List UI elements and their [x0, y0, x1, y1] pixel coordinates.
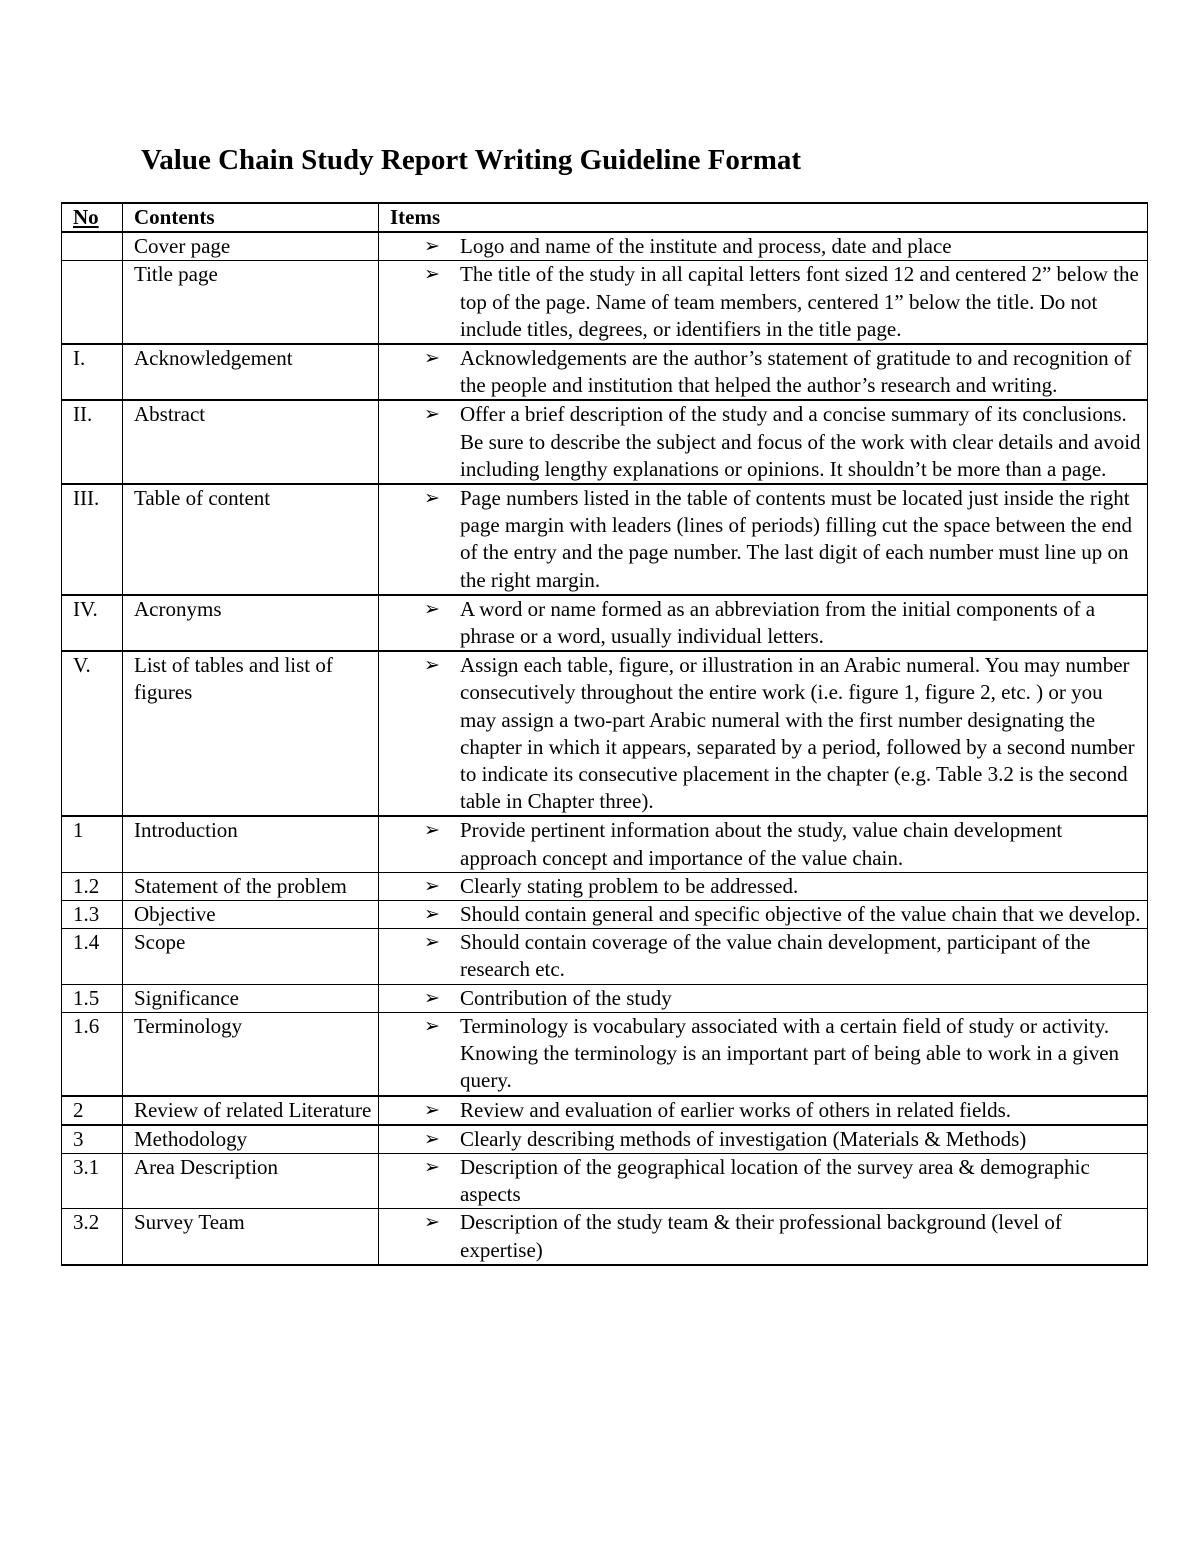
- arrow-bullet-icon: ➢: [424, 1128, 440, 1150]
- table-row: [62, 595, 1148, 651]
- item-bullet-point: [390, 929, 1143, 983]
- item-bullet-point: [390, 261, 1143, 343]
- item-bullet-point: [390, 901, 1143, 928]
- row-items: [379, 651, 1148, 816]
- item-bullet-point: [390, 596, 1143, 650]
- table-row: [62, 872, 1148, 900]
- row-items: [379, 344, 1148, 400]
- arrow-bullet-icon: ➢: [424, 488, 440, 510]
- row-contents: Abstract: [123, 400, 379, 484]
- item-bullet-point: [390, 873, 1143, 900]
- row-number: [62, 232, 123, 261]
- arrow-bullet-icon: ➢: [424, 932, 440, 954]
- item-text: Description of the geographical location of the survey area & demographic aspects: [460, 1154, 1090, 1207]
- row-items: [379, 872, 1148, 900]
- arrow-bullet-icon: ➢: [424, 1015, 440, 1037]
- row-contents: Table of content: [123, 484, 379, 595]
- arrow-bullet-icon: ➢: [424, 1099, 440, 1121]
- arrow-bullet-icon: ➢: [424, 1156, 440, 1178]
- row-items: [379, 400, 1148, 484]
- item-text: Offer a brief description of the study and a concise summary of its conclusions. Be sure to describe the subject and focus of the work with clear details and avoid including lengthy explanations or opinions. It shouldn’t be more than a page.: [460, 402, 1141, 481]
- item-bullet-point: [390, 1097, 1143, 1124]
- table-row: [62, 400, 1148, 484]
- table-header-row: [62, 203, 1148, 232]
- row-number: II.: [62, 400, 123, 484]
- arrow-bullet-icon: ➢: [424, 875, 440, 897]
- row-contents: Review of related Literature: [123, 1096, 379, 1125]
- arrow-bullet-icon: ➢: [424, 655, 440, 677]
- row-number: 3: [62, 1125, 123, 1154]
- item-bullet-point: [390, 485, 1143, 594]
- row-items: [379, 1012, 1148, 1095]
- header-no: [62, 203, 123, 232]
- arrow-bullet-icon: ➢: [424, 1212, 440, 1234]
- table-row: [62, 484, 1148, 595]
- arrow-bullet-icon: ➢: [424, 236, 440, 258]
- row-contents: Cover page: [123, 232, 379, 261]
- item-text: Should contain coverage of the value chain development, participant of the research etc.: [460, 930, 1091, 982]
- row-items: [379, 595, 1148, 651]
- item-text: Clearly describing methods of investigation (Materials & Methods): [460, 1126, 1027, 1151]
- item-text: The title of the study in all capital letters font sized 12 and centered 2” below the top of the page. Name of team members, centered 1” below the title. Do not include titles, degrees, or identifiers in the title page.: [460, 262, 1139, 341]
- row-number: 1.4: [62, 929, 123, 984]
- row-number: V.: [62, 651, 123, 816]
- row-number: 3.1: [62, 1153, 123, 1208]
- item-text: Clearly stating problem to be addressed.: [460, 873, 799, 898]
- row-contents: Acknowledgement: [123, 344, 379, 400]
- row-contents: Statement of the problem: [123, 872, 379, 900]
- item-text: Provide pertinent information about the study, value chain development approach concept and importance of the value chain.: [460, 818, 1063, 870]
- table-row: [62, 1012, 1148, 1095]
- table-row: [62, 1209, 1148, 1265]
- row-items: [379, 1096, 1148, 1125]
- row-items: [379, 816, 1148, 872]
- row-number: I.: [62, 344, 123, 400]
- item-text: Acknowledgements are the author’s statement of gratitude to and recognition of the people and institution that helped the author’s research and writing.: [460, 346, 1132, 398]
- arrow-bullet-icon: ➢: [424, 987, 440, 1009]
- arrow-bullet-icon: ➢: [424, 348, 440, 370]
- row-items: [379, 261, 1148, 344]
- row-contents: Objective: [123, 901, 379, 929]
- item-text: A word or name formed as an abbreviation from the initial components of a phrase or a word, usually individual letters.: [460, 596, 1096, 649]
- item-text: Page numbers listed in the table of contents must be located just inside the right page margin with leaders (lines of periods) filling cut the space between the end of the entry and the page number. The last digit of each number must line up on the right margin.: [460, 486, 1132, 592]
- item-bullet-point: [390, 401, 1143, 483]
- item-bullet-point: [390, 652, 1143, 815]
- table-row: [62, 1125, 1148, 1154]
- table-row: [62, 901, 1148, 929]
- row-items: [379, 1209, 1148, 1265]
- item-text: Logo and name of the institute and process, date and place: [460, 234, 952, 259]
- table-row: [62, 1096, 1148, 1125]
- item-text: Contribution of the study: [460, 985, 672, 1010]
- item-text: Description of the study team & their professional background (level of expertise): [460, 1210, 1062, 1262]
- table-row: [62, 816, 1148, 872]
- item-text: Review and evaluation of earlier works of others in related fields.: [460, 1097, 1012, 1122]
- item-text: Should contain general and specific objective of the value chain that we develop.: [460, 902, 1141, 927]
- header-contents: Contents: [123, 203, 379, 232]
- row-contents: List of tables and list of figures: [123, 651, 379, 816]
- guideline-table: [61, 202, 1148, 1266]
- row-number: 3.2: [62, 1209, 123, 1265]
- row-items: [379, 984, 1148, 1012]
- item-bullet-point: [390, 1154, 1143, 1208]
- row-contents: Survey Team: [123, 1209, 379, 1265]
- arrow-bullet-icon: ➢: [424, 598, 440, 620]
- header-items: Items: [379, 203, 1148, 232]
- arrow-bullet-icon: ➢: [424, 904, 440, 926]
- item-bullet-point: [390, 345, 1143, 399]
- item-text: Assign each table, figure, or illustration in an Arabic numeral. You may number consecutively throughout the entire work (i.e. figure 1, figure 2, etc. ) or you may assign a two-part Arabic numeral with the first number designating the chapter in which it appears, separated by a period, followed by a second number to indicate its consecutive placement in the chapter (e.g. Table 3.2 is the second table in Chapter three).: [460, 653, 1135, 814]
- row-contents: Scope: [123, 929, 379, 984]
- document-title: Value Chain Study Report Writing Guideline Format: [141, 144, 802, 176]
- row-contents: Title page: [123, 261, 379, 344]
- row-contents: Introduction: [123, 816, 379, 872]
- row-items: [379, 1125, 1148, 1154]
- table-row: [62, 929, 1148, 984]
- row-contents: Methodology: [123, 1125, 379, 1154]
- table-row: [62, 651, 1148, 816]
- row-items: [379, 484, 1148, 595]
- item-text: Terminology is vocabulary associated with a certain field of study or activity. Knowing the terminology is an important part of being able to work in a given query.: [460, 1013, 1120, 1093]
- row-items: [379, 901, 1148, 929]
- row-number: 1.6: [62, 1012, 123, 1095]
- table-row: [62, 984, 1148, 1012]
- row-number: 2: [62, 1096, 123, 1125]
- row-contents: Acronyms: [123, 595, 379, 651]
- item-bullet-point: [390, 817, 1143, 871]
- row-number: IV.: [62, 595, 123, 651]
- row-number: 1.2: [62, 872, 123, 900]
- row-number: 1: [62, 816, 123, 872]
- row-number: [62, 261, 123, 344]
- row-number: III.: [62, 484, 123, 595]
- row-items: [379, 929, 1148, 984]
- table-row: [62, 232, 1148, 261]
- arrow-bullet-icon: ➢: [424, 820, 440, 842]
- item-bullet-point: [390, 233, 1143, 260]
- header-no-label: No: [73, 205, 99, 229]
- row-number: 1.3: [62, 901, 123, 929]
- row-contents: Area Description: [123, 1153, 379, 1208]
- arrow-bullet-icon: ➢: [424, 404, 440, 426]
- table-row: [62, 1153, 1148, 1208]
- table-body: [62, 232, 1148, 1265]
- row-items: [379, 1153, 1148, 1208]
- table-row: [62, 261, 1148, 344]
- item-bullet-point: [390, 1126, 1143, 1153]
- arrow-bullet-icon: ➢: [424, 264, 440, 286]
- item-bullet-point: [390, 1013, 1143, 1095]
- table-row: [62, 344, 1148, 400]
- row-number: 1.5: [62, 984, 123, 1012]
- row-contents: Significance: [123, 984, 379, 1012]
- item-bullet-point: [390, 1209, 1143, 1263]
- row-items: [379, 232, 1148, 261]
- row-contents: Terminology: [123, 1012, 379, 1095]
- item-bullet-point: [390, 985, 1143, 1012]
